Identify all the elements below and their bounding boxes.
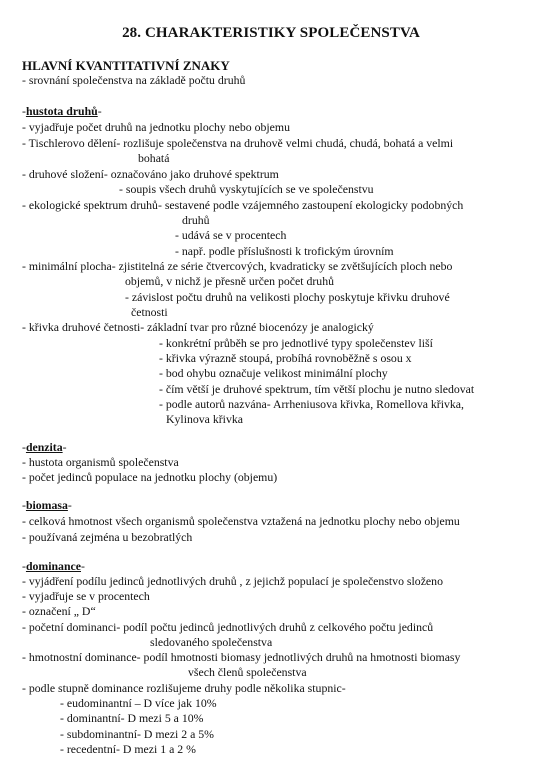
list-item-continuation: všech členů společenstva xyxy=(188,665,307,679)
list-item: - křivka druhové četnosti- základní tvar pro různé biocenózy je analogický xyxy=(22,320,374,334)
list-item: - počet jedinců populace na jednotku plochy (objemu) xyxy=(22,470,278,484)
list-item: - vyjádření podílu jedinců jednotlivých druhů , z jejichž populací je společenstvo složeno xyxy=(22,574,443,588)
list-subitem: - udává se v procentech xyxy=(175,228,287,242)
intro-line: - srovnání společenstva na základě počtu druhů xyxy=(22,73,246,87)
list-subitem: - konkrétní průběh se pro jednotlivé typy společenstev liší xyxy=(159,336,433,350)
list-item: - označení „ D“ xyxy=(22,604,96,618)
section-term-dominance: dominance xyxy=(25,559,81,573)
list-item-continuation: bohatá xyxy=(138,151,170,165)
list-item: - hustota organismů společenstva xyxy=(22,455,179,469)
list-item: - početní dominanci- podíl počtu jedinců jednotlivých druhů z celkového počtu jedinců xyxy=(22,620,434,634)
list-subitem: - bod ohybu označuje velikost minimální plochy xyxy=(159,366,388,380)
main-heading: HLAVNÍ KVANTITATIVNÍ ZNAKY xyxy=(22,58,230,73)
section-term-biomasa: biomasa xyxy=(25,498,68,512)
list-item: - vyjadřuje se v procentech xyxy=(22,589,150,603)
list-item: - používaná zejména u bezobratlých xyxy=(22,530,193,544)
list-item-continuation: Kylinova křivka xyxy=(166,412,243,426)
list-subitem: - závislost počtu druhů na velikosti plochy poskytuje křivku druhové xyxy=(125,290,450,304)
list-subitem: - dominantní- D mezi 5 a 10% xyxy=(60,711,204,725)
list-subitem: - např. podle příslušnosti k trofickým úrovním xyxy=(175,244,394,258)
list-item-continuation: druhů xyxy=(182,213,210,227)
list-item: - celková hmotnost všech organismů společenstva vztažená na jednotku plochy nebo objemu xyxy=(22,514,460,528)
list-item: - minimální plocha- zjistitelná ze série čtvercových, kvadraticky se zvětšujících ploch nebo xyxy=(22,259,453,273)
list-item: - podle stupně dominance rozlišujeme druhy podle několika stupnic- xyxy=(22,681,346,695)
list-item: - ekologické spektrum druhů- sestavené podle vzájemného zastoupení ekologicky podobných xyxy=(22,198,464,212)
list-item-continuation: četnosti xyxy=(131,305,168,319)
list-subitem: - eudominantní – D více jak 10% xyxy=(60,696,217,710)
list-item-continuation: sledovaného společenstva xyxy=(150,635,273,649)
list-subitem: - podle autorů nazvána- Arrheniusova křivka, Romellova křivka, xyxy=(159,397,464,411)
list-subitem: - soupis všech druhů vyskytujících se ve společenstvu xyxy=(119,182,374,196)
list-subitem: - čím větší je druhové spektrum, tím větší plochu je nutno sledovat xyxy=(159,382,475,396)
section-heading-dominance: -dominance- xyxy=(22,559,85,573)
section-term-denzita: denzita xyxy=(25,440,63,454)
list-item: - vyjadřuje počet druhů na jednotku plochy nebo objemu xyxy=(22,120,290,134)
list-item-continuation: objemů, v nichž je přesně určen počet druhů xyxy=(125,274,334,288)
list-item: - druhové složení- označováno jako druhové spektrum xyxy=(22,167,279,181)
list-subitem: - recedentní- D mezi 1 a 2 % xyxy=(60,742,196,756)
list-item: - hmotnostní dominance- podíl hmotnosti biomasy jednotlivých druhů na hmotnosti biomasy xyxy=(22,650,461,664)
section-heading-hustota: -hustota druhů- xyxy=(22,104,102,118)
page-title: 28. CHARAKTERISTIKY SPOLEČENSTVA xyxy=(122,25,420,41)
section-heading-denzita: -denzita- xyxy=(22,440,67,454)
list-subitem: - subdominantní- D mezi 2 a 5% xyxy=(60,727,214,741)
section-heading-biomasa: -biomasa- xyxy=(22,498,72,512)
section-term-hustota: hustota druhů xyxy=(25,104,98,118)
list-item: - Tischlerovo dělení- rozlišuje společenstva na druhově velmi chudá, chudá, bohatá a velmi xyxy=(22,136,454,150)
list-subitem: - křivka výrazně stoupá, probíhá rovnoběžně s osou x xyxy=(159,351,412,365)
